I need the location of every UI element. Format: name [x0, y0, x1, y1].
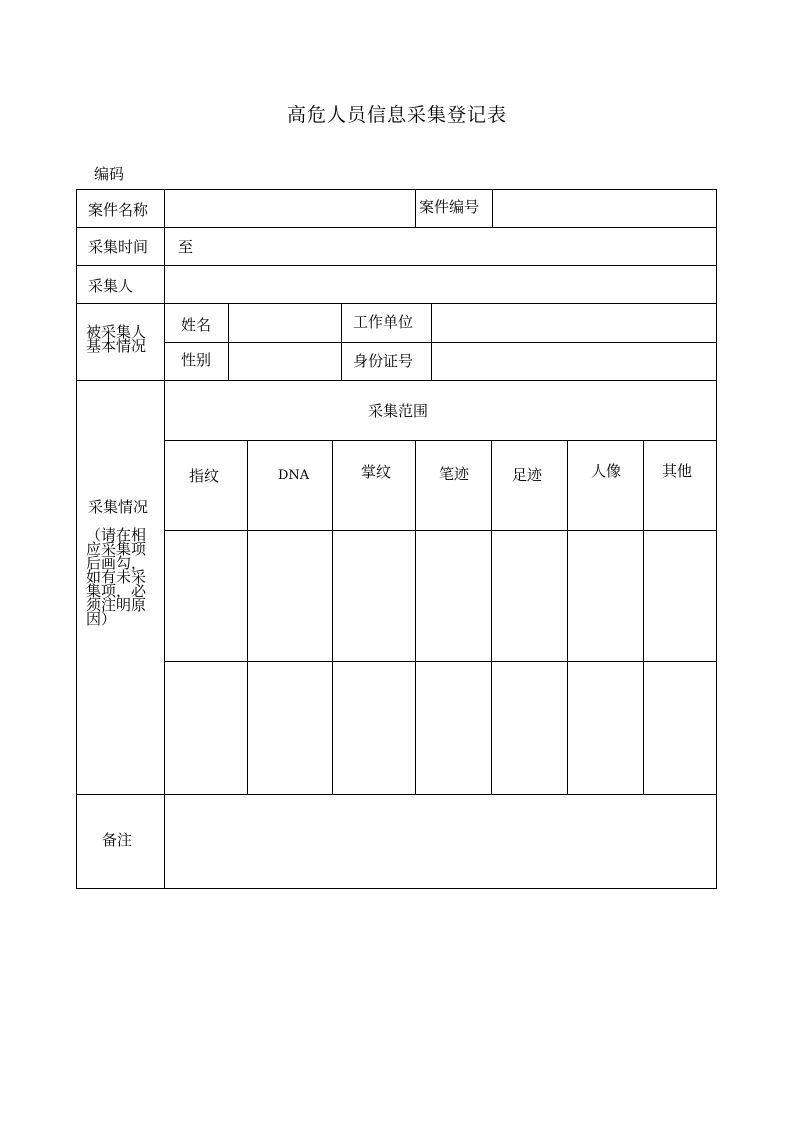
scope-item-portrait: 人像	[591, 462, 622, 480]
case-name-field[interactable]	[165, 190, 415, 227]
remarks-field[interactable]	[165, 795, 716, 888]
collect-time-label: 采集时间	[88, 238, 149, 256]
code-label: 编码	[94, 165, 125, 183]
table-border-bottom	[76, 888, 717, 889]
scope-item-fingerprint: 指纹	[189, 467, 220, 485]
scope-item-footprint: 足迹	[512, 466, 543, 484]
subject-info-label: 被采集人基本情况	[86, 323, 147, 355]
scope-item-dna: DNA	[278, 468, 310, 483]
work-unit-label: 工作单位	[353, 313, 414, 331]
table-border-right	[716, 189, 717, 889]
id-number-field[interactable]	[432, 343, 716, 380]
name-label: 姓名	[181, 316, 212, 334]
case-col-divider-1	[415, 189, 416, 227]
collect-time-to: 至	[178, 238, 194, 256]
name-field[interactable]	[229, 304, 341, 342]
collector-field[interactable]	[165, 266, 716, 303]
row-divider-4	[76, 380, 717, 381]
collector-label: 采集人	[88, 277, 134, 295]
id-number-label: 身份证号	[353, 352, 414, 370]
scope-check-row-2[interactable]	[165, 662, 716, 794]
case-name-label: 案件名称	[88, 201, 149, 219]
case-number-label: 案件编号	[419, 198, 480, 216]
scope-item-palmprint: 掌纹	[361, 463, 392, 481]
work-unit-field[interactable]	[432, 304, 716, 342]
gender-field[interactable]	[229, 343, 341, 380]
table-border-left	[76, 189, 77, 889]
form-title: 高危人员信息采集登记表	[286, 104, 507, 126]
case-number-field[interactable]	[493, 190, 716, 227]
scope-item-handwriting: 笔迹	[439, 465, 470, 483]
collect-time-field[interactable]	[165, 228, 716, 265]
remarks-label: 备注	[102, 831, 133, 849]
collection-label: 采集情况	[88, 498, 149, 516]
scope-check-row-1[interactable]	[165, 531, 716, 661]
collection-note: （请在相应采集项后画勾，如有未采集项，必须注明原因）	[86, 526, 147, 628]
scope-item-other: 其他	[662, 462, 693, 480]
gender-label: 性别	[181, 351, 212, 369]
subject-col-divider-2	[341, 303, 342, 380]
scope-label: 采集范围	[368, 402, 429, 420]
